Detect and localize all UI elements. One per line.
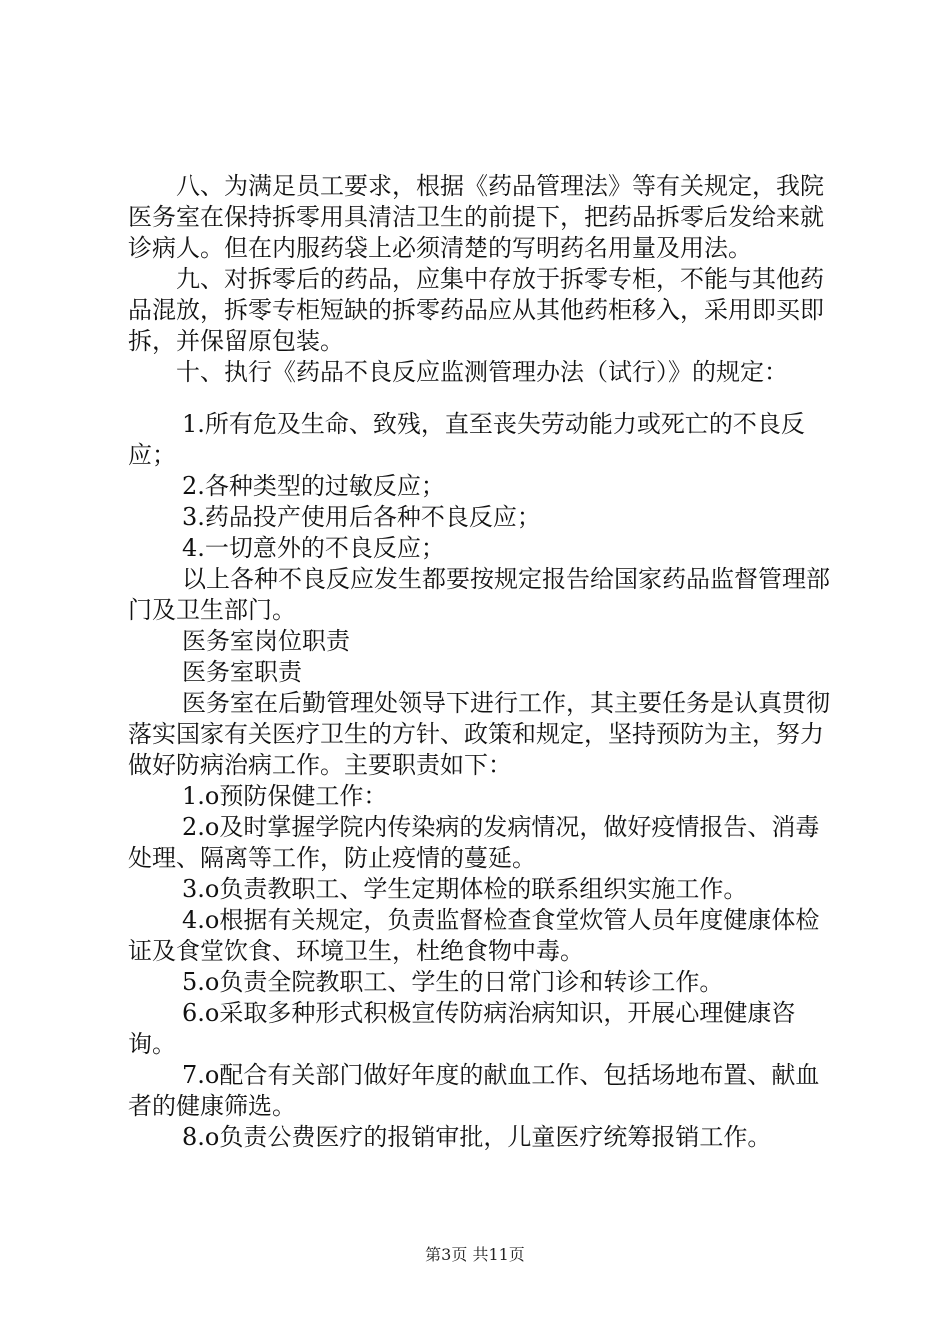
paragraph-item-9: 九、对拆零后的药品，应集中存放于拆零专柜，不能与其他药品混放，拆零专柜短缺的拆零药品应从其他药柜移入，采用即买即拆，并保留原包装。 (128, 265, 824, 355)
list-item-reaction-1: 1.所有危及生命、致残，直至丧失劳动能力或死亡的不良反应； (128, 410, 805, 469)
list-item-reaction-3: 3.药品投产使用后各种不良反应； (182, 503, 541, 531)
paragraph-item-10: 十、执行《药品不良反应监测管理办法（试行）》的规定： (176, 358, 788, 386)
section-heading-post-duties: 医务室岗位职责 (182, 627, 350, 655)
duty-item-5: 5.o负责全院教职工、学生的日常门诊和转诊工作。 (182, 968, 724, 996)
duty-item-3: 3.o负责教职工、学生定期体检的联系组织实施工作。 (182, 875, 748, 903)
document-body (128, 171, 836, 1153)
duty-item-8: 8.o负责公费医疗的报销审批，儿童医疗统筹报销工作。 (182, 1123, 772, 1151)
page-number-footer: 第3页 共11页 (425, 1245, 525, 1264)
duty-item-2: 2.o及时掌握学院内传染病的发病情况，做好疫情报告、消毒处理、隔离等工作，防止疫情的蔓延。 (128, 813, 820, 872)
duty-item-4: 4.o根据有关规定，负责监督检查食堂炊管人员年度健康体检证及食堂饮食、环境卫生，杜绝食物中毒。 (128, 906, 820, 965)
section-heading-duties: 医务室职责 (182, 658, 302, 686)
duty-item-1: 1.o预防保健工作： (182, 782, 388, 810)
duty-item-7: 7.o配合有关部门做好年度的献血工作、包括场地布置、献血者的健康筛选。 (128, 1061, 820, 1120)
duty-item-6: 6.o采取多种形式积极宣传防病治病知识，开展心理健康咨询。 (128, 999, 796, 1058)
paragraph-item-8: 八、为满足员工要求，根据《药品管理法》等有关规定，我院医务室在保持拆零用具清洁卫生的前提下，把药品拆零后发给来就诊病人。但在内服药袋上必须清楚的写明药名用量及用法。 (128, 172, 824, 262)
list-item-reaction-4: 4.一切意外的不良反应； (182, 534, 445, 562)
duties-intro: 医务室在后勤管理处领导下进行工作，其主要任务是认真贯彻落实国家有关医疗卫生的方针、政策和规定，坚持预防为主，努力做好防病治病工作。主要职责如下： (128, 689, 830, 779)
list-item-reaction-2: 2.各种类型的过敏反应； (182, 472, 445, 500)
reporting-note: 以上各种不良反应发生都要按规定报告给国家药品监督管理部门及卫生部门。 (128, 565, 830, 624)
